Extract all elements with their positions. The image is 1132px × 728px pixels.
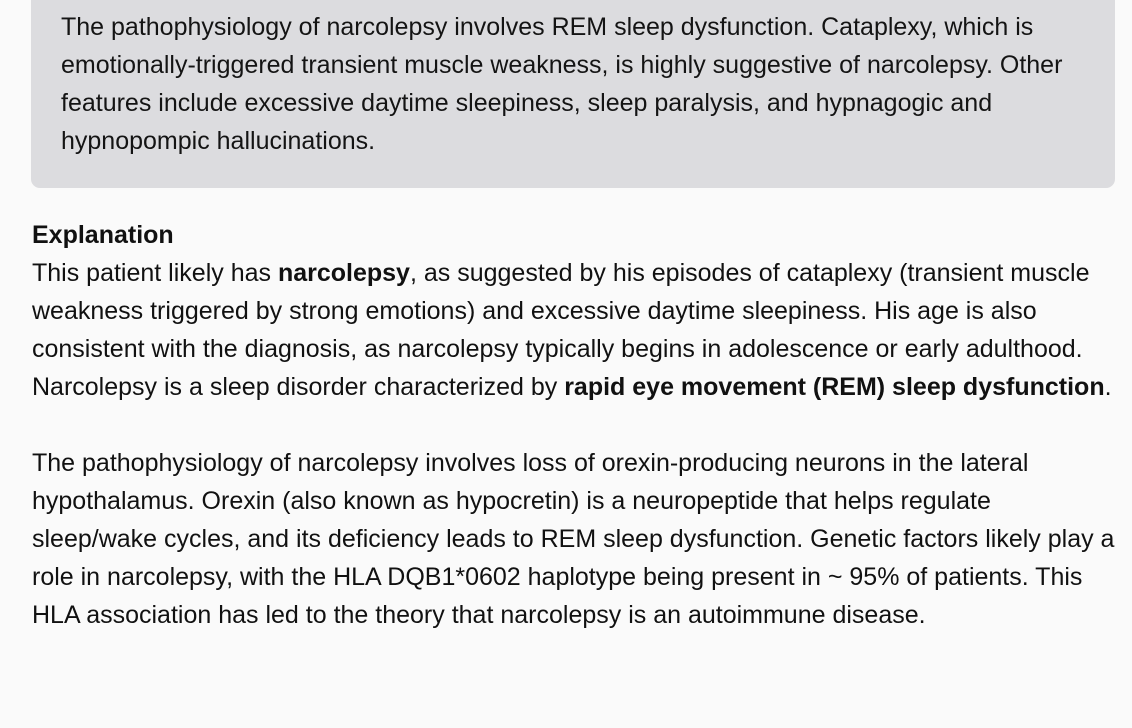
paragraph-1-bold-rem: rapid eye movement (REM) sleep dysfunction bbox=[564, 373, 1105, 401]
educational-objective-text: The pathophysiology of narcolepsy involves REM sleep dysfunction. Cataplexy, which is emotionally-triggered transient muscle weakness, is highly suggestive of narcolepsy. Other features include excessive daytime sleepiness, sleep paralysis, and hypnagogic and hypnopompic hallucinations. bbox=[61, 13, 1063, 155]
explanation-section bbox=[32, 216, 1122, 634]
explanation-paragraph-2: The pathophysiology of narcolepsy involves loss of orexin-producing neurons in the lateral hypothalamus. Orexin (also known as hypocretin) is a neuropeptide that helps regulate sleep/wake cycles, and its deficiency leads to REM sleep dysfunction. Genetic factors likely play a role in narcolepsy, with the HLA DQB1*0602 haplotype being present in ~ 95% of patients. This HLA association has led to the theory that narcolepsy is an autoimmune disease. bbox=[32, 449, 1115, 629]
educational-objective-box bbox=[31, 0, 1115, 188]
paragraph-1-text-b: , as suggested by his episodes of cataplexy (transient muscle weakness triggered by strong emotions) and excessive daytime sleepiness. His age is also consistent with the diagnosis, as narcolepsy typically begins in adolescence or early adulthood. Narcolepsy is a sleep disorder characterized by bbox=[32, 259, 1090, 401]
explanation-paragraph-1 bbox=[32, 254, 1122, 406]
paragraph-1-bold-narcolepsy: narcolepsy bbox=[277, 259, 410, 287]
paragraph-1-text-a: This patient likely has bbox=[32, 259, 278, 287]
explanation-heading: Explanation bbox=[32, 221, 174, 249]
paragraph-1-text-c: . bbox=[1104, 373, 1112, 401]
